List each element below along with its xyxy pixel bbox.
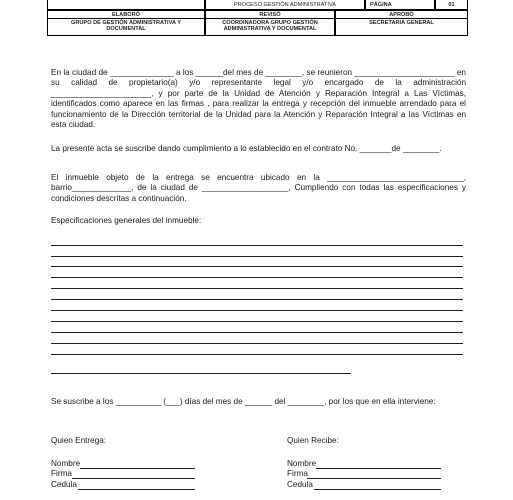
spec-line[interactable]: [51, 256, 463, 257]
receiver-id-line[interactable]: [314, 489, 441, 490]
page-number: 01: [448, 2, 455, 8]
deliverer-id-label: Cedula: [51, 480, 77, 489]
location-paragraph: El inmueble objeto de la entrega se encuentra ubicado en la ______________________________, barrio_____________, de la ciudad de ___________________, Cumpliendo con todas las especificaciones y condiciones descritas a continuación.: [51, 173, 466, 203]
spec-line[interactable]: [51, 245, 463, 246]
spec-line[interactable]: [51, 332, 463, 333]
intro-paragraph: En la ciudad de ______________ a los ______del mes de ________, se reunieron ______________________ en su calidad de propietario(a) y/o representante legal y/o encargado de la administración ______________________, y por parte de la Unidad de Atención y Reparación Integral a Las Víctimas, identificados como aparece en las firmas , para realizar la entrega y recepción del inmueble arrendado para el funcionamiento de la Dirección territorial de la Unidad para la Atención y Reparación Integral a las Víctimas en esta ciudad.: [51, 68, 466, 130]
contract-paragraph: La presente acta se suscribe dando cumplimiento a lo establecido en el contrato No. _______de ________.: [51, 144, 442, 153]
header-left-top-cell: [47, 0, 205, 10]
reviso-title: REVISÓ: [259, 12, 281, 18]
elaboro-dept-cell: [47, 18, 205, 36]
spec-line[interactable]: [51, 373, 351, 374]
specifications-label: Especificaciones generales del inmueble:: [51, 216, 202, 225]
deliverer-name-label: Nombre: [51, 459, 81, 468]
elaboro-dept: GRUPO DE GESTIÓN ADMINISTRATIVA Y DOCUMENTAL: [71, 20, 181, 32]
spec-line[interactable]: [51, 310, 463, 311]
deliverer-signature-line[interactable]: [72, 478, 195, 479]
deliverer-signature-label: Firma: [51, 469, 72, 478]
deliverer-id-line[interactable]: [78, 489, 195, 490]
header-process-cell: [205, 0, 365, 10]
spec-line[interactable]: [51, 288, 463, 289]
header-page-number-cell: [435, 0, 468, 10]
reviso-dept: COORDINADORA GRUPO GESTIÓN ADMINISTRATIVA Y DOCUMENTAL: [222, 20, 318, 32]
reviso-dept-cell: [205, 18, 335, 36]
receiver-name-label: Nombre: [287, 459, 317, 468]
header-page-label-cell: [365, 0, 435, 10]
receiver-signature-label: Firma: [287, 469, 308, 478]
spec-line[interactable]: [51, 299, 463, 300]
aprobo-dept: SECRETARIA GENERAL: [369, 20, 434, 26]
spec-line[interactable]: [51, 266, 463, 267]
deliverer-name-line[interactable]: [80, 468, 195, 469]
receiver-id-label: Cedula: [287, 480, 313, 489]
spec-line[interactable]: [51, 354, 463, 355]
deliverer-heading: Quien Entrega:: [51, 436, 107, 445]
spec-line[interactable]: [51, 343, 463, 344]
closing-paragraph: Se suscribe a los __________ (___) días del mes de ______ del ________, por los que en ella interviene:: [51, 397, 436, 406]
receiver-name-line[interactable]: [316, 468, 441, 469]
spec-line[interactable]: [51, 321, 463, 322]
aprobo-title: APROBÓ: [389, 12, 414, 18]
process-name: PROCESO GESTIÓN ADMINISTRATIVA: [233, 2, 337, 8]
page-label: PÁGINA: [370, 2, 392, 8]
spec-line[interactable]: [51, 277, 463, 278]
elaboro-title: ELABORÓ: [112, 12, 140, 18]
receiver-signature-line[interactable]: [307, 478, 441, 479]
aprobo-dept-cell: [335, 18, 468, 36]
receiver-heading: Quien Recibe:: [287, 436, 339, 445]
